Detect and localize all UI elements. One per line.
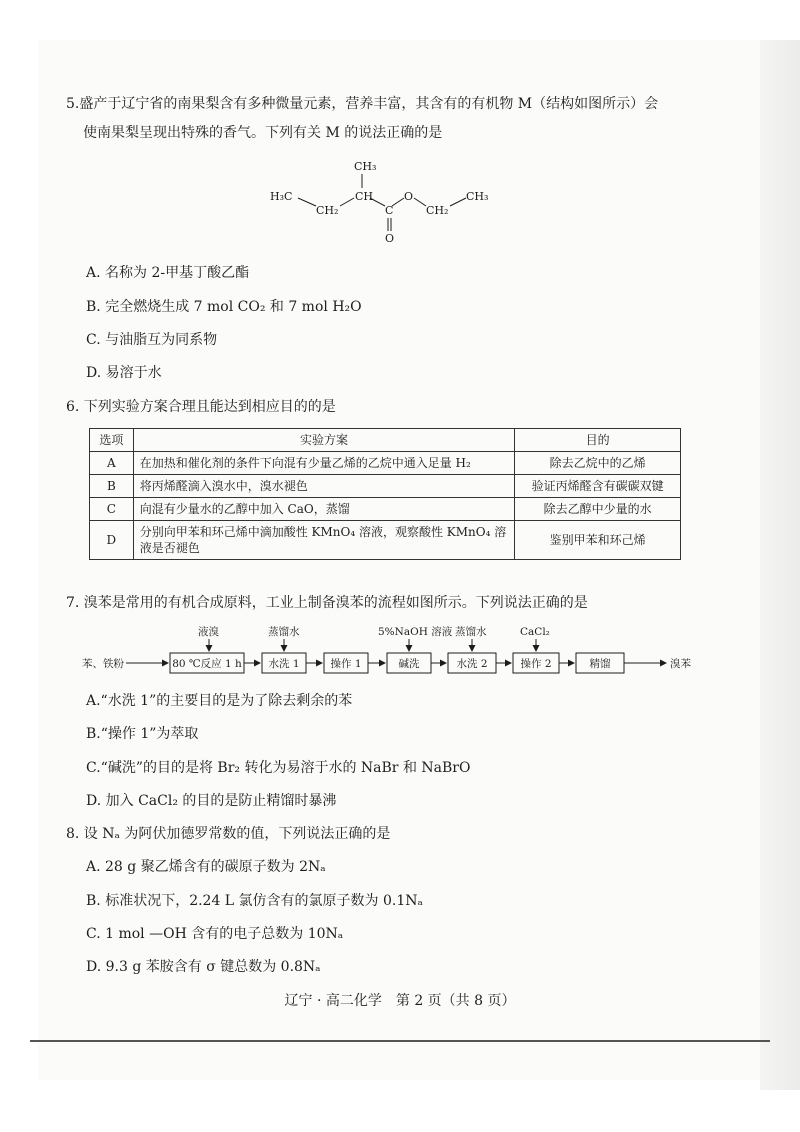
flow-reagent-2: 蒸馏水 (268, 626, 300, 638)
q8-option-d: D. 9.3 g 苯胺含有 σ 键总数为 0.8Nₐ (86, 959, 321, 975)
row-goal: 鉴别甲苯和环己烯 (515, 521, 681, 560)
struct-ch2b: CH₂ (426, 204, 449, 217)
flow-box-4: 碱洗 (398, 658, 420, 670)
page-footer: 辽宁 · 高二化学 第 2 页（共 8 页） (284, 993, 516, 1009)
q6-experiment-table (89, 428, 681, 560)
q7-option-b: B.“操作 1”为萃取 (86, 726, 199, 742)
struct-ch3b: CH₃ (466, 190, 489, 203)
row-goal: 除去乙烷中的乙烯 (515, 452, 681, 475)
flow-reagent-5: CaCl₂ (520, 626, 550, 638)
header-plan: 实验方案 (133, 429, 514, 452)
q5-option-b: B. 完全燃烧生成 7 mol CO₂ 和 7 mol H₂O (86, 299, 362, 315)
q5-stem-line1: 5.盛产于辽宁省的南果梨含有多种微量元素，营养丰富，其含有的有机物 M（结构如图所示）会 (66, 96, 659, 112)
q8-option-b: B. 标准状况下，2.24 L 氯仿含有的氯原子数为 0.1Nₐ (86, 893, 423, 909)
flow-reagent-3: 5%NaOH 溶液 (378, 626, 453, 638)
struct-ch2: CH₂ (316, 204, 339, 217)
q8-option-c: C. 1 mol —OH 含有的电子总数为 10Nₐ (86, 926, 344, 942)
q6-stem: 6. 下列实验方案合理且能达到相应目的的是 (66, 399, 336, 415)
table-row (90, 452, 681, 475)
table-row (90, 475, 681, 498)
flow-input: 苯、铁粉 (82, 658, 124, 670)
row-plan: 在加热和催化剂的条件下向混有少量乙烯的乙烷中通入足量 H₂ (133, 452, 514, 475)
row-goal: 验证丙烯醛含有碳碳双键 (515, 475, 681, 498)
row-option: B (90, 475, 134, 498)
q5-stem-line2: 使南果梨呈现出特殊的香气。下列有关 M 的说法正确的是 (83, 125, 443, 141)
q5-option-c: C. 与油脂互为同系物 (86, 332, 218, 348)
q8-stem: 8. 设 Nₐ 为阿伏加德罗常数的值，下列说法正确的是 (66, 826, 391, 842)
row-option: D (90, 521, 134, 560)
table-row (90, 498, 681, 521)
struct-o-double: O (385, 232, 395, 245)
flow-reagent-1: 液溴 (198, 626, 219, 638)
row-option: A (90, 452, 134, 475)
q8-option-a: A. 28 g 聚乙烯含有的碳原子数为 2Nₐ (86, 859, 326, 875)
q5-option-a: A. 名称为 2-甲基丁酸乙酯 (86, 265, 250, 281)
flow-box-7: 精馏 (589, 658, 611, 670)
flow-box-6: 操作 2 (520, 658, 552, 670)
row-plan: 向混有少量水的乙醇中加入 CaO，蒸馏 (133, 498, 514, 521)
struct-c: C (385, 204, 394, 217)
header-goal: 目的 (515, 429, 681, 452)
table-row (90, 521, 681, 560)
row-plan: 分别向甲苯和环己烯中滴加酸性 KMnO₄ 溶液，观察酸性 KMnO₄ 溶液是否褪色 (133, 521, 514, 560)
struct-ch: CH (355, 190, 374, 203)
q7-option-c: C.“碱洗”的目的是将 Br₂ 转化为易溶于水的 NaBr 和 NaBrO (86, 760, 471, 776)
flow-output: 溴苯 (670, 658, 691, 670)
q7-flow-diagram (82, 623, 722, 683)
row-goal: 除去乙醇中少量的水 (515, 498, 681, 521)
table-header-row (90, 429, 681, 452)
row-plan: 将丙烯醛滴入溴水中，溴水褪色 (133, 475, 514, 498)
flow-reagent-4: 蒸馏水 (455, 626, 487, 638)
q5-structure-formula (270, 152, 510, 247)
struct-o: O (404, 190, 414, 203)
row-option: C (90, 498, 134, 521)
q5-option-d: D. 易溶于水 (86, 365, 162, 381)
struct-ch3: CH₃ (354, 160, 377, 173)
q7-option-a: A.“水洗 1”的主要目的是为了除去剩余的苯 (86, 693, 353, 709)
flow-box-1: 80 ℃反应 1 h (172, 658, 242, 670)
flow-box-3: 操作 1 (330, 658, 362, 670)
flow-box-2: 水洗 1 (268, 658, 300, 670)
q7-option-d: D. 加入 CaCl₂ 的目的是防止精馏时暴沸 (86, 793, 337, 809)
bottom-rule (30, 1040, 770, 1042)
flow-box-5: 水洗 2 (456, 658, 488, 670)
struct-h3c: H₃C (270, 190, 293, 203)
scan-edge-shadow (760, 40, 800, 1090)
header-option: 选项 (90, 429, 134, 452)
q7-stem: 7. 溴苯是常用的有机合成原料，工业上制备溴苯的流程如图所示。下列说法正确的是 (66, 595, 588, 611)
